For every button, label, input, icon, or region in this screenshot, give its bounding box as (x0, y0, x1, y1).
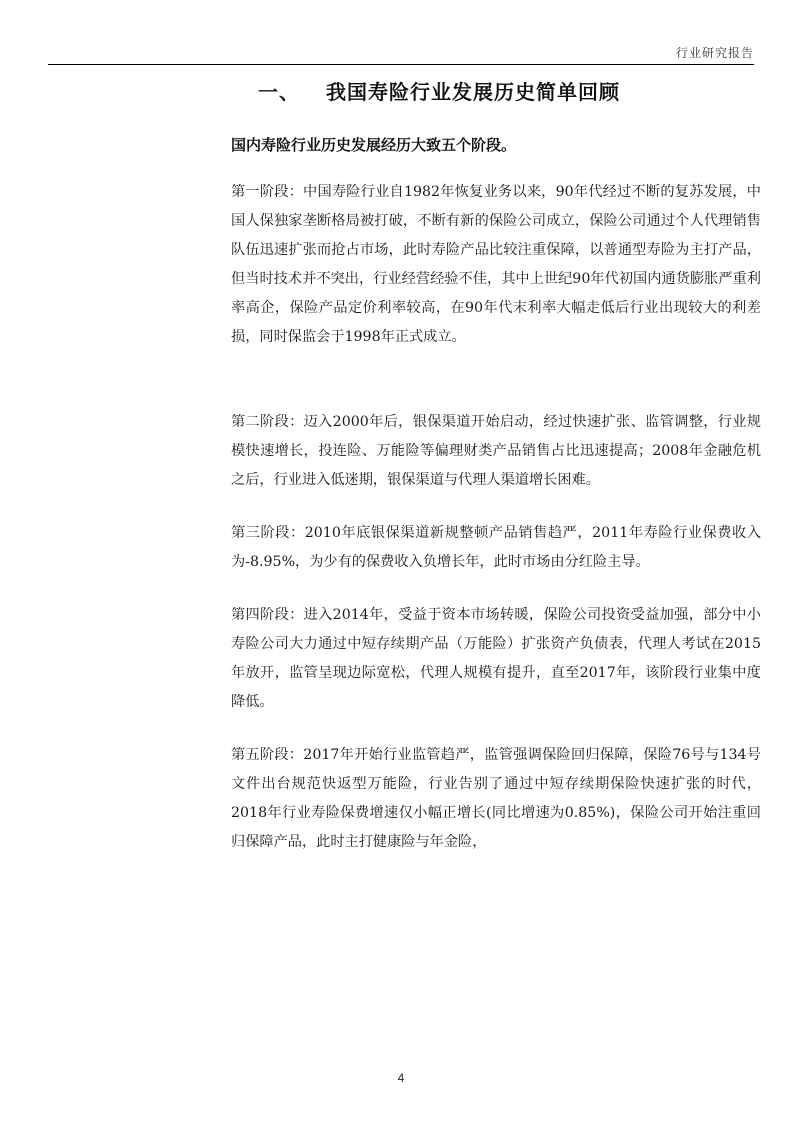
paragraph-stage-3: 第三阶段：2010年底银保渠道新规整顿产品销售趋严，2011年寿险行业保费收入为-8.95%，为少有的保费收入负增长年，此时市场由分红险主导。 (231, 525, 761, 570)
paragraph-stage-5: 第五阶段：2017年开始行业监管趋严，监管强调保险回归保障，保险76号与134号文件出台规范快返型万能险，行业告别了通过中短存续期保险快速扩张的时代，2018年行业寿险保费增速仅小幅正增长(同比增速为0.85%)，保险公司开始注重回归保障产品，此时主打健康险与年金险， (231, 747, 761, 850)
section-title-text: 我国寿险行业发展历史简单回顾 (326, 80, 620, 104)
paragraph-stage-1: 第一阶段：中国寿险行业自1982年恢复业务以来，90年代经过不断的复苏发展，中国人保独家垄断格局被打破，不断有新的保险公司成立，保险公司通过个人代理销售队伍迅速扩张而抢占市场，此时寿险产品比较注重保障，以普通型寿险为主打产品，但当时技术并不突出，行业经营经验不佳，其中上世纪90年代初国内通货膨胀严重利率高企，保险产品定价利率较高，在90年代末利率大幅走低后行业出现较大的利差损，同时保监会于1998年正式成立。 (231, 184, 761, 345)
header-label: 行业研究报告 (675, 46, 754, 60)
section-heading (258, 76, 620, 105)
paragraph-stage-2: 第二阶段：迈入2000年后，银保渠道开始启动，经过快速扩张、监管调整，行业规模快速增长，投连险、万能险等偏理财类产品销售占比迅速提高；2008年金融危机之后，行业进入低迷期，银保渠道与代理人渠道增长困难。 (231, 414, 761, 488)
paragraph-stage-4: 第四阶段：进入2014年，受益于资本市场转暖，保险公司投资受益加强，部分中小寿险公司大力通过中短存续期产品（万能险）扩张资产负债表，代理人考试在2015年放开，监管呈现边际宽松，代理人规模有提升，直至2017年，该阶段行业集中度降低。 (231, 607, 761, 710)
section-number: 一、 (258, 80, 300, 104)
page-number: 4 (397, 1071, 405, 1085)
lead-sentence: 国内寿险行业历史发展经历大致五个阶段。 (231, 136, 517, 154)
header-divider (48, 64, 754, 65)
